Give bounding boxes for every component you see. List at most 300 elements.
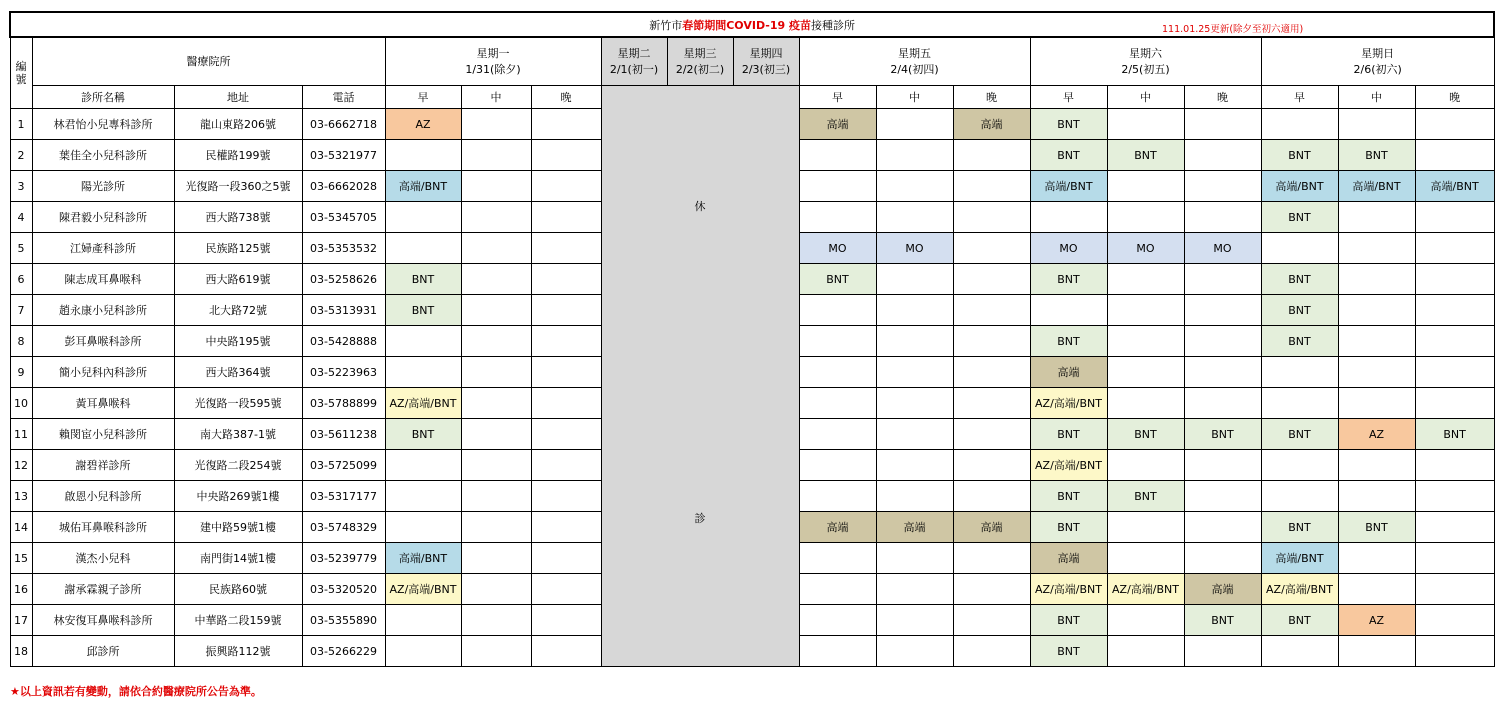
sun-evening-vaccine — [1415, 388, 1494, 419]
sat-morning-vaccine: 高端 — [1030, 357, 1107, 388]
sat-evening-vaccine — [1184, 202, 1261, 233]
sun-evening-vaccine — [1415, 481, 1494, 512]
sun-morning-vaccine: BNT — [1261, 202, 1338, 233]
mon-noon-vaccine — [461, 605, 531, 636]
fri-morning-vaccine — [799, 295, 876, 326]
clinic-phone: 03-5345705 — [302, 202, 385, 233]
sat-morning-vaccine: BNT — [1030, 636, 1107, 667]
fri-morning-vaccine — [799, 140, 876, 171]
mon-morning-vaccine — [385, 512, 461, 543]
fri-noon-vaccine — [876, 481, 953, 512]
clinic-name: 啟恩小兒科診所 — [32, 481, 174, 512]
fri-evening-vaccine — [953, 202, 1030, 233]
sun-noon-vaccine — [1338, 295, 1415, 326]
sat-evening-vaccine — [1184, 543, 1261, 574]
fri-evening-vaccine — [953, 419, 1030, 450]
fri-morning-vaccine: 高端 — [799, 109, 876, 140]
sat-noon-vaccine — [1107, 543, 1184, 574]
mon-morning-vaccine: 高端/BNT — [385, 171, 461, 202]
mon-evening-vaccine — [531, 512, 601, 543]
mon-noon-vaccine — [461, 264, 531, 295]
fri-evening-vaccine — [953, 326, 1030, 357]
row-number: 14 — [10, 512, 32, 543]
update-note: 111.01.25更新(除夕至初六適用) — [1162, 24, 1304, 35]
mon-morning-vaccine — [385, 636, 461, 667]
day-header-tue: 星期二 2/1(初一) — [601, 37, 667, 86]
row-number: 15 — [10, 543, 32, 574]
mon-morning-vaccine: BNT — [385, 419, 461, 450]
mon-noon-vaccine — [461, 140, 531, 171]
address-header: 地址 — [174, 86, 302, 109]
clinic-address: 中央路269號1樓 — [174, 481, 302, 512]
fri-noon-vaccine — [876, 171, 953, 202]
fri-morning-vaccine — [799, 202, 876, 233]
sun-morning-vaccine: BNT — [1261, 140, 1338, 171]
row-number: 17 — [10, 605, 32, 636]
fri-morning-vaccine: MO — [799, 233, 876, 264]
sun-evening-vaccine — [1415, 574, 1494, 605]
row-number: 18 — [10, 636, 32, 667]
fri-evening-vaccine — [953, 574, 1030, 605]
day-header-wed: 星期三 2/2(初二) — [667, 37, 733, 86]
sat-morning-vaccine: BNT — [1030, 140, 1107, 171]
sat-evening-vaccine — [1184, 171, 1261, 202]
clinic-phone: 03-5353532 — [302, 233, 385, 264]
fri-noon-vaccine: MO — [876, 233, 953, 264]
clinic-phone: 03-5725099 — [302, 450, 385, 481]
sun-noon-vaccine: BNT — [1338, 140, 1415, 171]
sat-morning-vaccine: 高端 — [1030, 543, 1107, 574]
fri-noon-header: 中 — [876, 86, 953, 109]
clinic-address: 南大路387-1號 — [174, 419, 302, 450]
sat-evening-vaccine — [1184, 264, 1261, 295]
fri-noon-vaccine — [876, 388, 953, 419]
sat-evening-vaccine — [1184, 109, 1261, 140]
sun-morning-vaccine — [1261, 481, 1338, 512]
sat-evening-vaccine — [1184, 450, 1261, 481]
clinic-address: 光復路一段360之5號 — [174, 171, 302, 202]
mon-morning-vaccine: AZ/高端/BNT — [385, 574, 461, 605]
clinic-name: 謝碧祥診所 — [32, 450, 174, 481]
clinic-address: 北大路72號 — [174, 295, 302, 326]
fri-evening-vaccine: 高端 — [953, 109, 1030, 140]
sun-morning-vaccine — [1261, 357, 1338, 388]
sun-morning-vaccine: AZ/高端/BNT — [1261, 574, 1338, 605]
row-number: 5 — [10, 233, 32, 264]
sun-morning-vaccine — [1261, 450, 1338, 481]
row-number: 4 — [10, 202, 32, 233]
fri-morning-header: 早 — [799, 86, 876, 109]
fri-noon-vaccine — [876, 202, 953, 233]
sat-evening-vaccine — [1184, 326, 1261, 357]
sun-noon-vaccine — [1338, 109, 1415, 140]
fri-evening-vaccine — [953, 450, 1030, 481]
sun-evening-vaccine — [1415, 140, 1494, 171]
mon-morning-vaccine — [385, 357, 461, 388]
mon-noon-vaccine — [461, 388, 531, 419]
mon-noon-vaccine — [461, 512, 531, 543]
sat-morning-vaccine: BNT — [1030, 605, 1107, 636]
mon-evening-vaccine — [531, 481, 601, 512]
fri-evening-vaccine: 高端 — [953, 512, 1030, 543]
fri-noon-vaccine — [876, 574, 953, 605]
clinic-phone: 03-5748329 — [302, 512, 385, 543]
fri-morning-vaccine — [799, 574, 876, 605]
clinic-phone: 03-5320520 — [302, 574, 385, 605]
sun-morning-vaccine — [1261, 109, 1338, 140]
fri-evening-vaccine — [953, 233, 1030, 264]
mon-noon-vaccine — [461, 636, 531, 667]
sat-noon-vaccine — [1107, 295, 1184, 326]
sat-noon-vaccine: BNT — [1107, 481, 1184, 512]
sat-morning-vaccine: BNT — [1030, 264, 1107, 295]
mon-morning-vaccine — [385, 450, 461, 481]
mon-evening-vaccine — [531, 388, 601, 419]
sun-noon-vaccine — [1338, 388, 1415, 419]
clinic-phone: 03-5223963 — [302, 357, 385, 388]
sat-morning-vaccine: BNT — [1030, 481, 1107, 512]
mon-evening-vaccine — [531, 419, 601, 450]
mon-evening-vaccine — [531, 140, 601, 171]
mon-morning-vaccine — [385, 605, 461, 636]
mon-morning-vaccine: AZ — [385, 109, 461, 140]
mon-evening-vaccine — [531, 233, 601, 264]
mon-noon-vaccine — [461, 233, 531, 264]
sat-noon-vaccine — [1107, 512, 1184, 543]
sun-evening-header: 晚 — [1415, 86, 1494, 109]
closed-char-rest: 休 — [694, 200, 706, 213]
mon-evening-vaccine — [531, 109, 601, 140]
sat-morning-vaccine: MO — [1030, 233, 1107, 264]
row-number: 12 — [10, 450, 32, 481]
fri-noon-vaccine — [876, 636, 953, 667]
fri-evening-vaccine — [953, 636, 1030, 667]
clinic-address: 龍山東路206號 — [174, 109, 302, 140]
clinic-name: 陳君毅小兒科診所 — [32, 202, 174, 233]
day-header-sun: 星期日 2/6(初六) — [1261, 37, 1494, 86]
fri-evening-vaccine — [953, 171, 1030, 202]
sun-evening-vaccine — [1415, 202, 1494, 233]
clinic-address: 民權路199號 — [174, 140, 302, 171]
holiday-closed-block — [601, 86, 799, 667]
sun-evening-vaccine — [1415, 264, 1494, 295]
sat-evening-vaccine — [1184, 388, 1261, 419]
fri-morning-vaccine — [799, 450, 876, 481]
clinic-address: 振興路112號 — [174, 636, 302, 667]
clinic-address: 民族路125號 — [174, 233, 302, 264]
mon-evening-vaccine — [531, 636, 601, 667]
sun-noon-vaccine — [1338, 450, 1415, 481]
mon-noon-vaccine — [461, 450, 531, 481]
sat-noon-vaccine — [1107, 171, 1184, 202]
sun-evening-vaccine — [1415, 326, 1494, 357]
fri-evening-vaccine — [953, 543, 1030, 574]
day-header-sat: 星期六 2/5(初五) — [1030, 37, 1261, 86]
mon-noon-header: 中 — [461, 86, 531, 109]
sat-evening-vaccine — [1184, 295, 1261, 326]
sat-noon-vaccine — [1107, 636, 1184, 667]
fri-noon-vaccine — [876, 605, 953, 636]
clinic-address: 光復路二段254號 — [174, 450, 302, 481]
clinic-name: 陽光診所 — [32, 171, 174, 202]
row-number: 9 — [10, 357, 32, 388]
sun-noon-vaccine — [1338, 357, 1415, 388]
row-number: 6 — [10, 264, 32, 295]
closed-char-clinic: 診 — [694, 512, 706, 525]
fri-noon-vaccine — [876, 326, 953, 357]
mon-morning-vaccine: BNT — [385, 264, 461, 295]
sun-evening-vaccine — [1415, 450, 1494, 481]
row-number: 7 — [10, 295, 32, 326]
sat-evening-vaccine — [1184, 140, 1261, 171]
clinic-name: 林安復耳鼻喉科診所 — [32, 605, 174, 636]
clinic-phone: 03-5355890 — [302, 605, 385, 636]
clinic-name: 趙永康小兒科診所 — [32, 295, 174, 326]
sun-noon-vaccine — [1338, 326, 1415, 357]
clinic-name: 城佑耳鼻喉科診所 — [32, 512, 174, 543]
phone-header: 電話 — [302, 86, 385, 109]
clinic-address: 西大路364號 — [174, 357, 302, 388]
fri-evening-vaccine — [953, 357, 1030, 388]
sun-noon-vaccine: AZ — [1338, 419, 1415, 450]
vaccination-schedule-table — [9, 11, 1495, 667]
clinic-group-header: 醫療院所 — [32, 37, 385, 86]
sun-noon-header: 中 — [1338, 86, 1415, 109]
fri-evening-vaccine — [953, 388, 1030, 419]
sat-morning-vaccine: BNT — [1030, 326, 1107, 357]
fri-morning-vaccine — [799, 357, 876, 388]
clinic-phone: 03-5317177 — [302, 481, 385, 512]
mon-evening-vaccine — [531, 605, 601, 636]
clinic-address: 建中路59號1樓 — [174, 512, 302, 543]
sat-noon-vaccine: BNT — [1107, 419, 1184, 450]
fri-evening-vaccine — [953, 481, 1030, 512]
fri-evening-vaccine — [953, 264, 1030, 295]
sat-morning-vaccine — [1030, 295, 1107, 326]
clinic-address: 南門街14號1樓 — [174, 543, 302, 574]
mon-noon-vaccine — [461, 357, 531, 388]
mon-morning-vaccine — [385, 233, 461, 264]
clinic-address: 民族路60號 — [174, 574, 302, 605]
sun-noon-vaccine: BNT — [1338, 512, 1415, 543]
sun-evening-vaccine — [1415, 295, 1494, 326]
clinic-name: 漢杰小兒科 — [32, 543, 174, 574]
mon-evening-vaccine — [531, 171, 601, 202]
fri-noon-vaccine — [876, 450, 953, 481]
sat-evening-header: 晚 — [1184, 86, 1261, 109]
sat-noon-vaccine — [1107, 202, 1184, 233]
row-number: 10 — [10, 388, 32, 419]
sat-noon-vaccine — [1107, 109, 1184, 140]
sat-noon-vaccine: BNT — [1107, 140, 1184, 171]
clinic-phone: 03-5428888 — [302, 326, 385, 357]
fri-morning-vaccine — [799, 605, 876, 636]
sat-morning-vaccine: AZ/高端/BNT — [1030, 574, 1107, 605]
sat-morning-vaccine: 高端/BNT — [1030, 171, 1107, 202]
fri-morning-vaccine — [799, 543, 876, 574]
sat-noon-vaccine — [1107, 264, 1184, 295]
row-number: 8 — [10, 326, 32, 357]
clinic-name: 葉佳全小兒科診所 — [32, 140, 174, 171]
fri-noon-vaccine — [876, 295, 953, 326]
fri-evening-vaccine — [953, 140, 1030, 171]
mon-morning-vaccine — [385, 326, 461, 357]
sun-morning-vaccine: BNT — [1261, 326, 1338, 357]
clinic-phone: 03-5239779 — [302, 543, 385, 574]
sun-morning-vaccine: 高端/BNT — [1261, 543, 1338, 574]
clinic-name-header: 診所名稱 — [32, 86, 174, 109]
sun-evening-vaccine — [1415, 512, 1494, 543]
sat-evening-vaccine — [1184, 357, 1261, 388]
clinic-name: 黃耳鼻喉科 — [32, 388, 174, 419]
number-header: 編 號 — [10, 37, 32, 109]
mon-evening-vaccine — [531, 295, 601, 326]
row-number: 16 — [10, 574, 32, 605]
sat-evening-vaccine: 高端 — [1184, 574, 1261, 605]
clinic-phone: 03-5788899 — [302, 388, 385, 419]
sat-noon-vaccine: MO — [1107, 233, 1184, 264]
sun-noon-vaccine — [1338, 202, 1415, 233]
row-number: 1 — [10, 109, 32, 140]
mon-noon-vaccine — [461, 574, 531, 605]
mon-noon-vaccine — [461, 481, 531, 512]
sun-evening-vaccine — [1415, 636, 1494, 667]
row-number: 11 — [10, 419, 32, 450]
sat-morning-vaccine: AZ/高端/BNT — [1030, 388, 1107, 419]
sun-morning-vaccine: 高端/BNT — [1261, 171, 1338, 202]
clinic-name: 彭耳鼻喉科診所 — [32, 326, 174, 357]
sat-noon-vaccine — [1107, 605, 1184, 636]
clinic-name: 陳志成耳鼻喉科 — [32, 264, 174, 295]
sun-evening-vaccine — [1415, 233, 1494, 264]
sun-noon-vaccine — [1338, 264, 1415, 295]
mon-morning-vaccine: BNT — [385, 295, 461, 326]
clinic-name: 邱診所 — [32, 636, 174, 667]
fri-noon-vaccine — [876, 140, 953, 171]
sat-noon-vaccine — [1107, 357, 1184, 388]
sat-noon-header: 中 — [1107, 86, 1184, 109]
fri-morning-vaccine — [799, 326, 876, 357]
mon-evening-header: 晚 — [531, 86, 601, 109]
mon-noon-vaccine — [461, 295, 531, 326]
mon-evening-vaccine — [531, 357, 601, 388]
row-number: 3 — [10, 171, 32, 202]
mon-evening-vaccine — [531, 450, 601, 481]
sat-evening-vaccine: BNT — [1184, 419, 1261, 450]
row-number: 2 — [10, 140, 32, 171]
sun-evening-vaccine — [1415, 605, 1494, 636]
sun-morning-vaccine: BNT — [1261, 295, 1338, 326]
fri-morning-vaccine — [799, 171, 876, 202]
mon-morning-vaccine: 高端/BNT — [385, 543, 461, 574]
fri-noon-vaccine — [876, 543, 953, 574]
clinic-phone: 03-5611238 — [302, 419, 385, 450]
sun-noon-vaccine — [1338, 481, 1415, 512]
sun-morning-vaccine — [1261, 233, 1338, 264]
sat-evening-vaccine: MO — [1184, 233, 1261, 264]
clinic-address: 西大路619號 — [174, 264, 302, 295]
clinic-name: 謝承霖親子診所 — [32, 574, 174, 605]
day-header-thu: 星期四 2/3(初三) — [733, 37, 799, 86]
fri-noon-vaccine — [876, 109, 953, 140]
fri-evening-vaccine — [953, 295, 1030, 326]
clinic-phone: 03-6662028 — [302, 171, 385, 202]
fri-noon-vaccine — [876, 419, 953, 450]
mon-morning-header: 早 — [385, 86, 461, 109]
row-number: 13 — [10, 481, 32, 512]
sat-morning-header: 早 — [1030, 86, 1107, 109]
mon-noon-vaccine — [461, 543, 531, 574]
sun-noon-vaccine — [1338, 636, 1415, 667]
fri-morning-vaccine — [799, 636, 876, 667]
sat-morning-vaccine: BNT — [1030, 512, 1107, 543]
sat-evening-vaccine — [1184, 636, 1261, 667]
fri-morning-vaccine: 高端 — [799, 512, 876, 543]
mon-evening-vaccine — [531, 264, 601, 295]
sun-morning-vaccine: BNT — [1261, 264, 1338, 295]
sun-morning-vaccine — [1261, 388, 1338, 419]
fri-morning-vaccine — [799, 388, 876, 419]
sun-evening-vaccine — [1415, 109, 1494, 140]
fri-noon-vaccine — [876, 357, 953, 388]
sun-noon-vaccine: 高端/BNT — [1338, 171, 1415, 202]
sat-morning-vaccine: BNT — [1030, 109, 1107, 140]
mon-morning-vaccine — [385, 202, 461, 233]
sun-noon-vaccine — [1338, 574, 1415, 605]
clinic-phone: 03-6662718 — [302, 109, 385, 140]
sat-evening-vaccine — [1184, 512, 1261, 543]
mon-morning-vaccine: AZ/高端/BNT — [385, 388, 461, 419]
mon-noon-vaccine — [461, 326, 531, 357]
fri-morning-vaccine: BNT — [799, 264, 876, 295]
sun-morning-vaccine — [1261, 636, 1338, 667]
mon-noon-vaccine — [461, 419, 531, 450]
mon-evening-vaccine — [531, 574, 601, 605]
mon-noon-vaccine — [461, 171, 531, 202]
fri-noon-vaccine — [876, 264, 953, 295]
sun-evening-vaccine — [1415, 543, 1494, 574]
mon-noon-vaccine — [461, 109, 531, 140]
clinic-address: 西大路738號 — [174, 202, 302, 233]
day-header-fri: 星期五 2/4(初四) — [799, 37, 1030, 86]
page-title: 新竹市春節期間COVID-19 疫苗接種診所 111.01.25更新(除夕至初六適用) — [10, 12, 1494, 37]
mon-evening-vaccine — [531, 543, 601, 574]
sun-evening-vaccine: 高端/BNT — [1415, 171, 1494, 202]
clinic-phone: 03-5266229 — [302, 636, 385, 667]
mon-morning-vaccine — [385, 481, 461, 512]
sat-evening-vaccine — [1184, 481, 1261, 512]
mon-morning-vaccine — [385, 140, 461, 171]
sun-evening-vaccine: BNT — [1415, 419, 1494, 450]
sun-noon-vaccine — [1338, 233, 1415, 264]
sat-morning-vaccine: AZ/高端/BNT — [1030, 450, 1107, 481]
clinic-name: 林君怡小兒專科診所 — [32, 109, 174, 140]
sun-morning-header: 早 — [1261, 86, 1338, 109]
mon-evening-vaccine — [531, 326, 601, 357]
clinic-name: 賴閔宦小兒科診所 — [32, 419, 174, 450]
clinic-name: 江婦產科診所 — [32, 233, 174, 264]
clinic-address: 光復路一段595號 — [174, 388, 302, 419]
fri-morning-vaccine — [799, 419, 876, 450]
clinic-name: 簡小兒科內科診所 — [32, 357, 174, 388]
clinic-address: 中華路二段159號 — [174, 605, 302, 636]
sat-morning-vaccine — [1030, 202, 1107, 233]
mon-noon-vaccine — [461, 202, 531, 233]
sun-evening-vaccine — [1415, 357, 1494, 388]
sat-noon-vaccine — [1107, 450, 1184, 481]
mon-evening-vaccine — [531, 202, 601, 233]
clinic-address: 中央路195號 — [174, 326, 302, 357]
